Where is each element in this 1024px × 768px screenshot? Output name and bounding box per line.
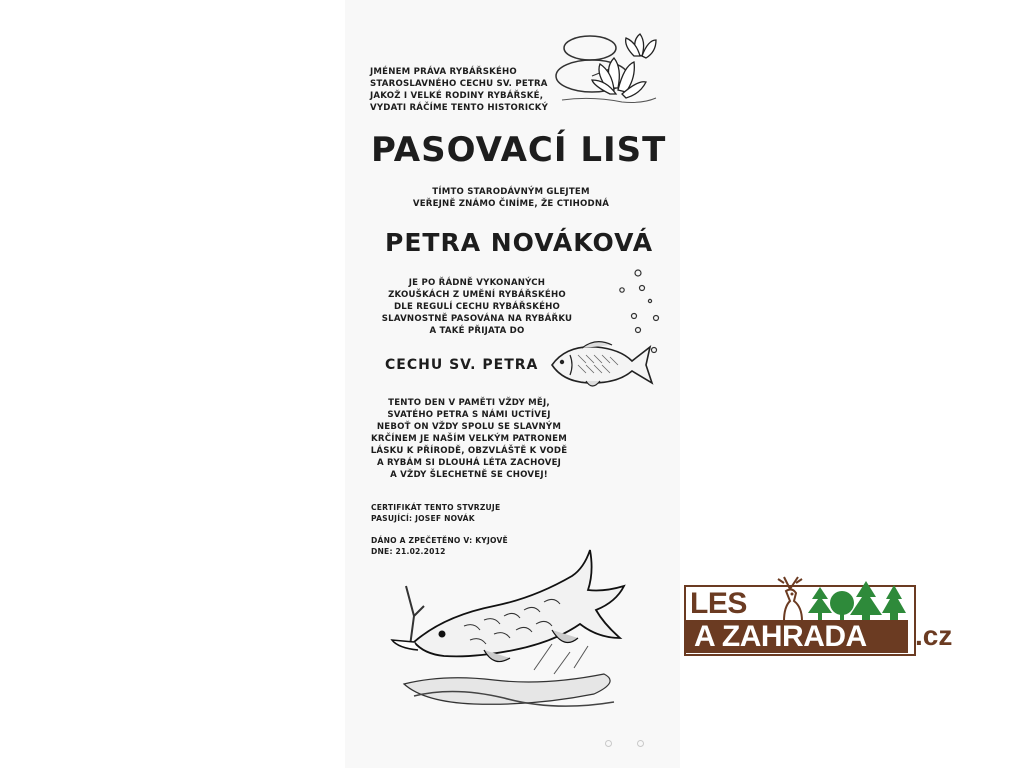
motto-line: TENTO DEN V PAMĚTI VŽDY MĚJ, (388, 398, 550, 408)
certification-line: PASUJÍCÍ: JOSEF NOVÁK (371, 514, 475, 523)
declaration-line: VEŘEJNĚ ZNÁMO ČINÍME, ŽE CTIHODNÁ (412, 199, 610, 209)
motto-line: LÁSKU K PŘÍRODĚ, OBZVLÁŠTĚ K VODĚ (370, 446, 568, 456)
passed-text (357, 277, 597, 337)
carp-illustration (546, 335, 656, 395)
brand-logo[interactable] (684, 575, 959, 655)
certification-line: CERTIFIKÁT TENTO STVRZUJE (371, 503, 501, 512)
logo-text-les: LES (690, 587, 747, 620)
logo-domain: .cz (915, 620, 953, 651)
guild-name: CECHU SV. PETRA (385, 357, 539, 373)
issue-date: DNE: 21.02.2012 (371, 547, 446, 556)
intro-line: VYDATI RÁČÍME TENTO HISTORICKÝ (370, 103, 549, 113)
water-lily-illustration (552, 28, 664, 106)
intro-text (370, 66, 548, 114)
trees-icon (806, 575, 912, 621)
passed-line: SLAVNOSTNĚ PASOVÁNA NA RYBÁŘKU (381, 314, 573, 324)
passed-line: DLE REGULÍ CECHU RYBÁŘSKÉHO (393, 302, 561, 312)
logo-text-zahrada: A ZAHRADA (694, 620, 867, 653)
issue-place: DÁNO A ZPEČETĚNO V: KYJOVĚ (371, 536, 508, 545)
passed-line: A TAKÉ PŘIJATA DO (429, 326, 525, 336)
page-indicator (605, 740, 645, 750)
passed-line: ZKOUŠKÁCH Z UMĚNÍ RYBÁŘSKÉHO (388, 290, 566, 300)
declaration-line: TÍMTO STARODÁVNÝM GLEJTEM (432, 187, 590, 197)
motto-line: KRČÍNEM JE NAŠÍM VELKÝM PATRONEM (371, 434, 567, 444)
intro-line: STAROSLAVNÉHO CECHU SV. PETRA (370, 79, 548, 89)
certification-text (371, 502, 500, 524)
motto-line: A RYBÁM SI DLOUHÁ LÉTA ZACHOVEJ (376, 458, 562, 468)
recipient-name: PETRA NOVÁKOVÁ (385, 228, 654, 257)
motto-text (349, 397, 589, 481)
document-title: PASOVACÍ LIST (371, 130, 667, 170)
motto-line: A VŽDY ŠLECHETNĚ SE CHOVEJ! (390, 470, 548, 480)
page-dot[interactable] (637, 740, 644, 747)
motto-line: SVATÉHO PETRA S NÁMI UCTÍVEJ (387, 410, 551, 420)
motto-line: NEBOŤ ON VŽDY SPOLU SE SLAVNÝM (376, 422, 562, 432)
pike-illustration (384, 546, 636, 716)
declaration-text (391, 186, 631, 210)
intro-line: JMÉNEM PRÁVA RYBÁŘSKÉHO (370, 67, 517, 77)
page-dot[interactable] (605, 740, 612, 747)
passed-line: JE PO ŘÁDNĚ VYKONANÝCH (408, 278, 546, 288)
intro-line: JAKOŽ I VELKÉ RODINY RYBÁŘSKÉ, (370, 91, 544, 101)
